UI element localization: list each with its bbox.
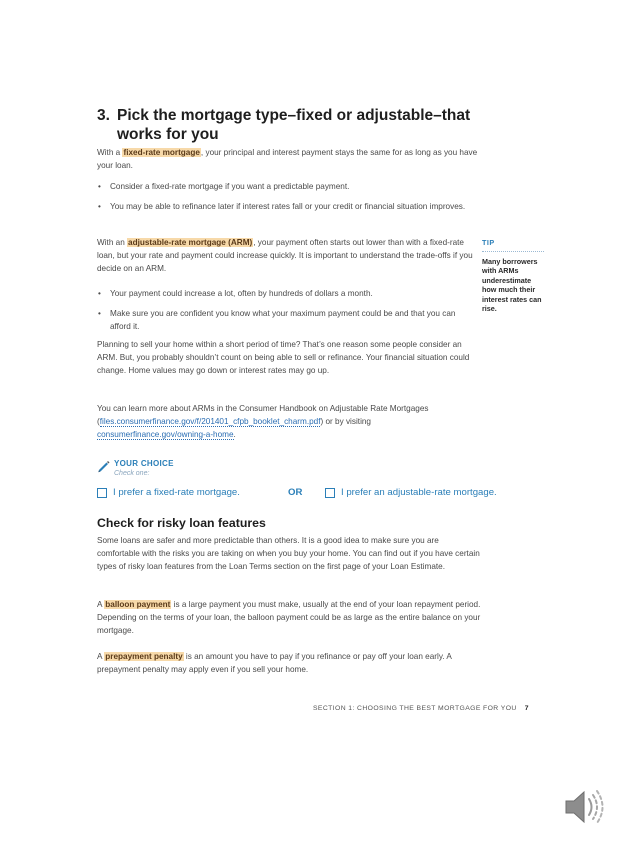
balloon-paragraph: A balloon payment is a large payment you must make, usually at the end of your loan repayment period. Depending on the terms of your loan, the balloon payment could be as large as the entire balance on your mortgage. (97, 600, 481, 635)
section-title-line1: Pick the mortgage type–fixed or adjustable–that (117, 107, 471, 124)
learn-more-paragraph: You can learn more about ARMs in the Consumer Handbook on Adjustable Rate Mortgages (files.consumerfinance.gov/f/201401_cfpb_booklet_charm.pdf) or by visiting consumerfinance.gov/owning-a-home. (97, 404, 429, 439)
page-footer (313, 705, 529, 712)
fixed-rate-option[interactable] (97, 487, 240, 498)
speaker-icon[interactable] (562, 785, 612, 829)
fixed-rate-option-label: I prefer a fixed-rate mortgage. (113, 487, 240, 498)
adjustable-rate-checkbox[interactable] (325, 488, 335, 498)
arm-bullet-2: • Make sure you are confident you know what your maximum payment could be and that you can afford it. (98, 309, 456, 331)
pencil-icon (97, 459, 111, 478)
owning-a-home-link[interactable]: consumerfinance.gov/owning-a-home (97, 430, 234, 439)
or-label: OR (288, 487, 303, 498)
section-number: 3. (97, 107, 110, 124)
tip-label: TIP (482, 238, 495, 247)
tip-text: Many borrowers with ARMs underestimate how much their interest rates can rise. (482, 257, 542, 314)
adjustable-rate-option[interactable] (325, 487, 497, 498)
fixed-bullet-2: • You may be able to refinance later if interest rates fall or your credit or financial situation improves. (98, 202, 466, 211)
prepayment-penalty-term: prepayment penalty (105, 652, 183, 661)
planning-paragraph: Planning to sell your home within a short period of time? That’s one reason some people consider an ARM. But, you probably shouldn’t count on being able to sell or refinance. Your financial situation could change. Home values may go down or interest rates may go up. (97, 340, 470, 375)
prepayment-paragraph: A prepayment penalty is an amount you have to pay if you refinance or pay off your loan early. A prepayment penalty may apply even if you sell your home. (97, 652, 452, 674)
balloon-payment-term: balloon payment (105, 600, 171, 609)
arm-paragraph: With an adjustable-rate mortgage (ARM), your payment often starts out lower than with a fixed-rate loan, but your rate and payment could increase quickly. It is important to understand the trade-offs if you decide on an ARM. (97, 238, 473, 273)
tip-divider (482, 251, 544, 252)
adjustable-rate-option-label: I prefer an adjustable-rate mortgage. (341, 487, 497, 498)
fixed-rate-term: fixed-rate mortgage (123, 148, 200, 157)
risky-intro-paragraph: Some loans are safer and more predictable than others. It is a good idea to make sure you are comfortable with the risks you are taking on when you buy your home. You can find out if you have certain types of risky loan features from the Loan Terms section on the first page of your Loan Estimate. (97, 536, 480, 571)
arm-bullet-1: • Your payment could increase a lot, often by hundreds of dollars a month. (98, 289, 373, 298)
arm-term: adjustable-rate mortgage (ARM) (128, 238, 253, 247)
tip-sidebar (482, 238, 544, 313)
page-number: 7 (524, 705, 529, 712)
risky-features-heading: Check for risky loan features (97, 516, 266, 530)
fixed-rate-paragraph: With a fixed-rate mortgage, your principal and interest payment stays the same for as long as you have your loan. (97, 148, 478, 170)
section-title-line2: works for you (117, 126, 219, 143)
your-choice-title: YOUR CHOICE (114, 459, 174, 468)
charm-booklet-link[interactable]: files.consumerfinance.gov/f/201401_cfpb_booklet_charm.pdf (99, 417, 321, 426)
section-heading (97, 106, 477, 144)
your-choice-subtitle: Check one: (114, 470, 150, 477)
footer-section-label: SECTION 1: CHOOSING THE BEST MORTGAGE FOR YOU (313, 705, 517, 712)
fixed-rate-checkbox[interactable] (97, 488, 107, 498)
fixed-bullet-1: • Consider a fixed-rate mortgage if you want a predictable payment. (98, 182, 350, 191)
